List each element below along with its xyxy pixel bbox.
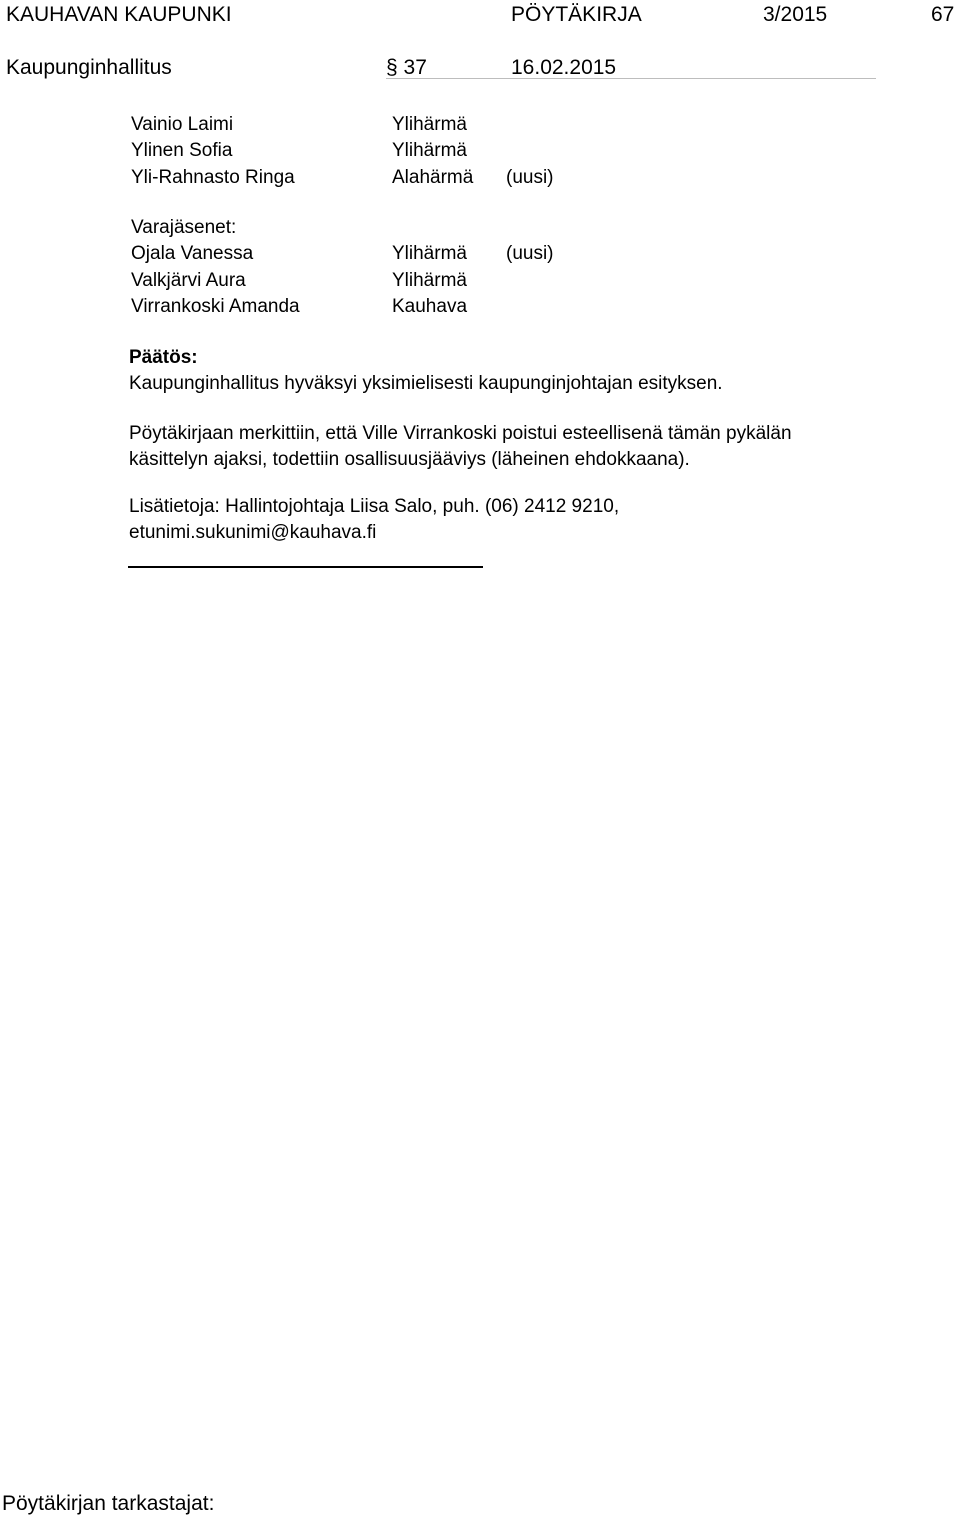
decision-text: Kaupunginhallitus hyväksyi yksimielisesti kaupunginjohtajan esityksen. bbox=[129, 373, 723, 394]
header-rule bbox=[386, 78, 876, 79]
footer-label: Pöytäkirjan tarkastajat: bbox=[2, 1492, 215, 1515]
member-place: Alahärmä bbox=[392, 167, 474, 188]
meeting-date: 16.02.2015 bbox=[511, 56, 617, 79]
member-place: Ylihärmä bbox=[392, 114, 467, 135]
deputy-note: (uusi) bbox=[506, 243, 554, 264]
deputy-name: Virrankoski Amanda bbox=[131, 296, 300, 317]
deputy-name: Valkjärvi Aura bbox=[131, 270, 246, 291]
decision-note-line2: käsittelyn ajaksi, todettiin osallisuusjääviys (läheinen ehdokkaana). bbox=[129, 449, 690, 470]
doc-type: PÖYTÄKIRJA bbox=[511, 3, 642, 26]
deputy-place: Ylihärmä bbox=[392, 243, 467, 264]
deputy-place: Kauhava bbox=[392, 296, 468, 317]
body-name: Kaupunginhallitus bbox=[6, 56, 172, 79]
signature-rule bbox=[128, 566, 483, 568]
doc-number: 3/2015 bbox=[763, 3, 828, 26]
member-name: Yli-Rahnasto Ringa bbox=[131, 167, 295, 188]
deputy-place: Ylihärmä bbox=[392, 270, 467, 291]
page-number: 67 bbox=[931, 3, 955, 26]
decision-note-line1: Pöytäkirjaan merkittiin, että Ville Virrankoski poistui esteellisenä tämän pykälän bbox=[129, 423, 792, 444]
section-number: § 37 bbox=[386, 56, 427, 79]
org-name: KAUHAVAN KAUPUNKI bbox=[6, 3, 232, 26]
deputy-name: Ojala Vanessa bbox=[131, 243, 254, 264]
deputies-heading: Varajäsenet: bbox=[131, 217, 237, 238]
member-name: Vainio Laimi bbox=[131, 114, 234, 135]
member-note: (uusi) bbox=[506, 167, 554, 188]
info-email: etunimi.sukunimi@kauhava.fi bbox=[129, 522, 377, 543]
member-name: Ylinen Sofia bbox=[131, 140, 233, 161]
decision-heading: Päätös: bbox=[129, 347, 198, 368]
member-place: Ylihärmä bbox=[392, 140, 467, 161]
info-line1: Lisätietoja: Hallintojohtaja Liisa Salo, puh. (06) 2412 9210, bbox=[129, 496, 620, 517]
